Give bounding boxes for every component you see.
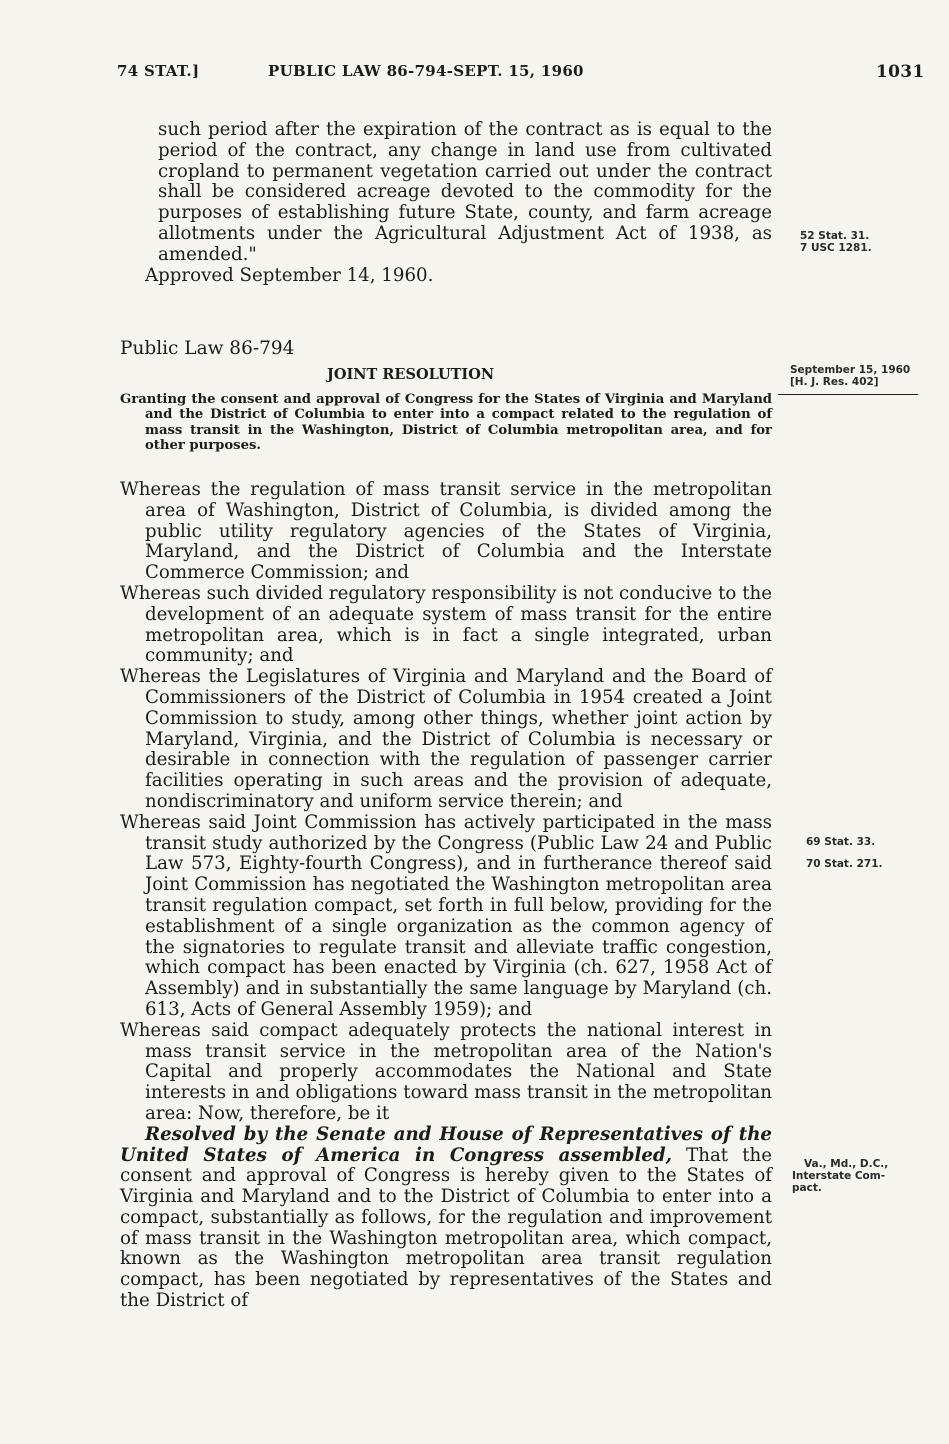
resolution-summary xyxy=(120,392,772,454)
whereas-clause: Whereas said compact adequately protects the national interest in mass transit service in the metropolitan area of the Nation's Capital and properly accommodates the National and State interests in and obligations toward mass transit in the metropolitan area: Now, therefore, be it xyxy=(120,1019,772,1124)
continuation-paragraph: such period after the expiration of the contract as is equal to the period of the contract, any change in land use from cultivated cropland to permanent vegetation carried out under the contract shall be considered acreage devoted to the commodity for the purposes of establishing future State, county, and farm acreage allotments under the Agricultural Adjustment Act of 1938, as amended." xyxy=(158,119,772,265)
continuation-block xyxy=(120,120,772,286)
compact-note-line: Va., Md., D.C., xyxy=(804,1158,889,1170)
whereas-clause: Whereas such divided regulatory responsibility is not conducive to the development of an adequate system of mass transit for the entire metropolitan area, which is in fact a single integrated, urban community; and xyxy=(120,582,772,667)
margin-citation-70: 70 Stat. 271. xyxy=(806,858,883,870)
whereas-clause: Whereas the Legislatures of Virginia and Maryland and the Board of Commissioners of the District of Columbia in 1954 created a Joint Commission to study, among other things, whether joint action by Maryland, Virginia, and the District of Columbia is necessary or desirable in connection with the regulation of passenger carrier facilities operating in such areas and the provision of adequate, nondiscriminatory and uniform service therein; and xyxy=(120,666,772,812)
margin-citation-69: 69 Stat. 33. xyxy=(806,836,876,848)
resolution-heading: JOINT RESOLUTION xyxy=(327,366,495,383)
resolving-formula: Resolved by the Senate and House of Representatives of the United States of America in Congress assembled, xyxy=(120,1123,772,1166)
margin-date-block xyxy=(790,364,930,388)
summary-text: Granting the consent and approval of Congress for the States of Virginia and Maryland and the District of Columbia to enter into a compact related to the regulation of mass transit in the Washington, District of Columbia metropolitan area, and for other purposes. xyxy=(120,392,772,454)
resolving-clause xyxy=(120,1125,772,1312)
compact-note-line: Interstate Com- xyxy=(792,1170,886,1182)
resolving-text: That the consent and approval of Congress is hereby given to the States of Virginia and Maryland and to the District of Columbia to enter into a compact, substantially as follows, for the regulation and improvement of mass transit in the Washington metropolitan area, which compact, known as the Washington metropolitan area transit regulation compact, has been negotiated by representatives of the States and the District of xyxy=(120,1144,772,1312)
resolution-number: [H. J. Res. 402] xyxy=(790,376,879,388)
margin-compact-note xyxy=(792,1158,932,1194)
whereas-clause: Whereas said Joint Commission has actively participated in the mass transit study authorized by the Congress (Public Law 24 and Public Law 573, Eighty-fourth Congress), and in furtherance thereof said Joint Commission has negotiated the Washington metropolitan area transit regulation compact, set forth in full below, providing for the establishment of a single organization as the common agency of the signatories to regulate transit and alleviate traffic congestion, which compact has been enacted by Virginia (ch. 627, 1958 Act of Assembly) and in substantially the same language by Maryland (ch. 613, Acts of General Assembly 1959); and xyxy=(120,811,772,1020)
enactment-date: September 15, 1960 xyxy=(790,364,911,376)
page-number: 1031 xyxy=(876,62,925,82)
law-title: Public Law 86-794 xyxy=(120,338,295,359)
margin-citation-1938 xyxy=(800,230,872,254)
running-head-volume: 74 STAT.] xyxy=(117,62,200,80)
running-head-title: PUBLIC LAW 86-794-SEPT. 15, 1960 xyxy=(268,62,584,80)
margin-rule xyxy=(778,394,918,395)
approval-line: Approved September 14, 1960. xyxy=(145,264,434,286)
margin-citation-stat: 52 Stat. 31. xyxy=(800,230,870,242)
whereas-clause: Whereas the regulation of mass transit service in the metropolitan area of Washington, District of Columbia, is divided among the public utility regulatory agencies of the States of Virginia, Maryland, and the District of Columbia and the Interstate Commerce Commission; and xyxy=(120,479,772,584)
whereas-block xyxy=(120,480,772,1312)
compact-note-line: pact. xyxy=(792,1182,822,1194)
margin-citation-usc: 7 USC 1281. xyxy=(800,242,872,254)
